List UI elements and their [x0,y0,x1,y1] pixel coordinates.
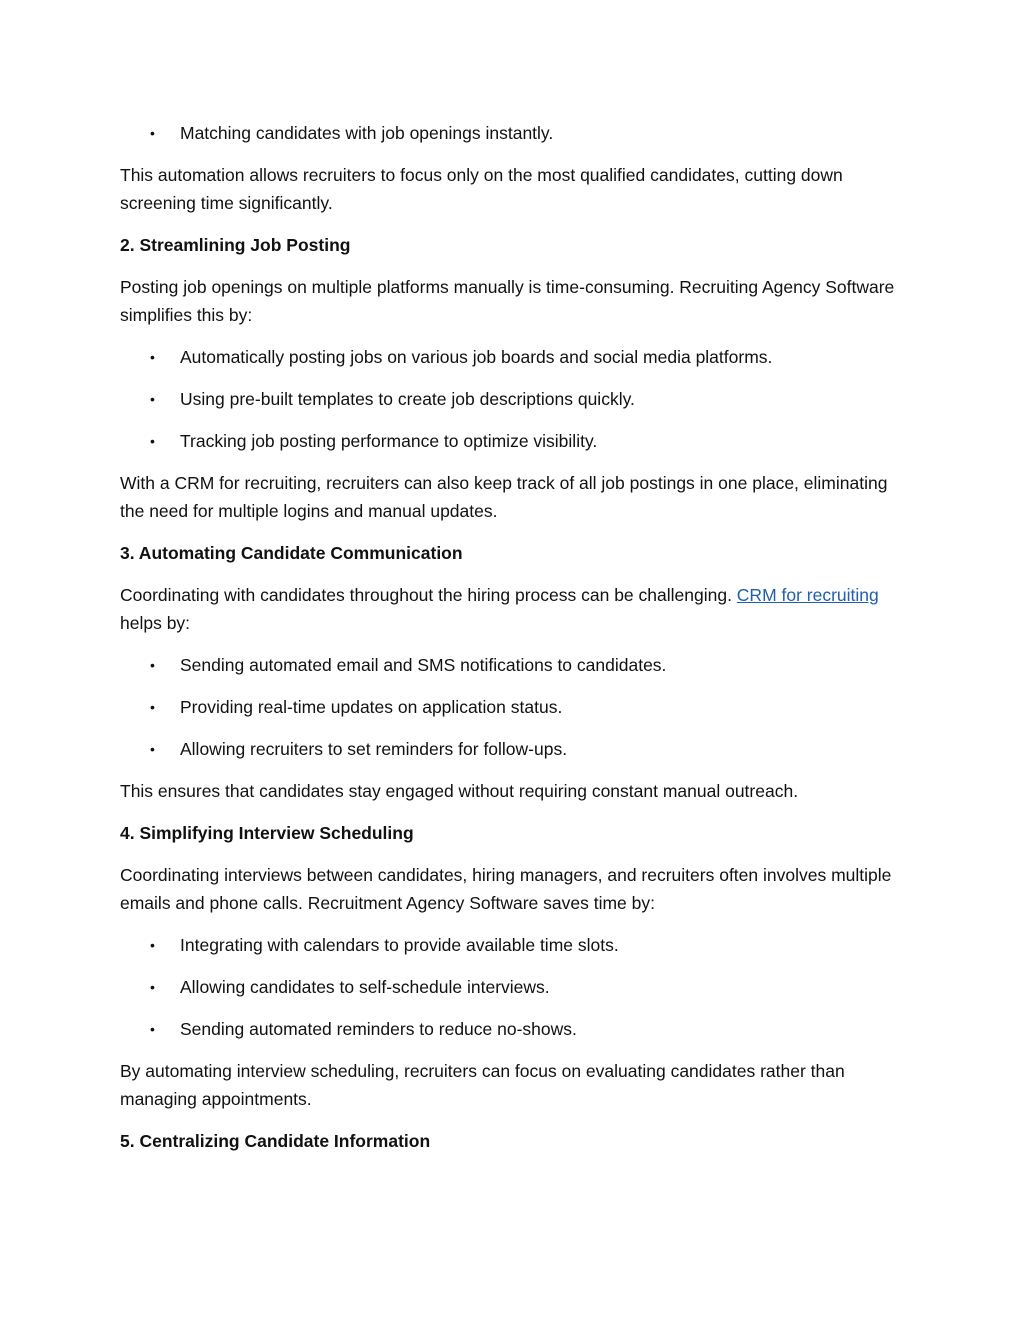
bullet-list-job-posting [120,343,910,455]
bullet-list-matching [120,119,910,147]
bullet-icon: • [150,391,155,407]
bullet-icon: • [150,741,155,757]
list-item: • Using pre-built templates to create job descriptions quickly. [120,385,910,413]
paragraph-crm-tracking: With a CRM for recruiting, recruiters can also keep track of all job postings in one place, eliminating the need for multiple logins and manual updates. [120,473,888,521]
paragraph-scheduling-benefit: By automating interview scheduling, recruiters can focus on evaluating candidates rather than managing appointments. [120,1061,845,1109]
paragraph-automation: This automation allows recruiters to focus only on the most qualified candidates, cutting down screening time significantly. [120,165,843,213]
heading-job-posting: 2. Streamlining Job Posting [120,235,351,255]
heading-candidate-information: 5. Centralizing Candidate Information [120,1131,431,1151]
list-item: • Sending automated reminders to reduce no-shows. [120,1015,910,1043]
paragraph-communication: Coordinating with candidates throughout the hiring process can be challenging. CRM for recruiting helps by: [120,585,879,633]
heading-candidate-communication: 3. Automating Candidate Communication [120,543,463,563]
document-page [120,119,910,1169]
bullet-icon: • [150,125,155,141]
bullet-list-interviews [120,931,910,1043]
bullet-icon: • [150,937,155,953]
bullet-icon: • [150,657,155,673]
list-item: • Allowing candidates to self-schedule interviews. [120,973,910,1001]
bullet-icon: • [150,349,155,365]
heading-interview-scheduling: 4. Simplifying Interview Scheduling [120,823,414,843]
list-item: • Sending automated email and SMS notifications to candidates. [120,651,910,679]
list-item: • Tracking job posting performance to optimize visibility. [120,427,910,455]
paragraph-interviews: Coordinating interviews between candidates, hiring managers, and recruiters often involves multiple emails and phone calls. Recruitment Agency Software saves time by: [120,865,892,913]
list-item: • Automatically posting jobs on various job boards and social media platforms. [120,343,910,371]
paragraph-job-posting: Posting job openings on multiple platforms manually is time-consuming. Recruiting Agency Software simplifies this by: [120,277,895,325]
list-item: • Allowing recruiters to set reminders for follow-ups. [120,735,910,763]
bullet-icon: • [150,699,155,715]
bullet-icon: • [150,433,155,449]
list-item: • Integrating with calendars to provide available time slots. [120,931,910,959]
bullet-icon: • [150,1021,155,1037]
list-item: • Providing real-time updates on application status. [120,693,910,721]
paragraph-engagement: This ensures that candidates stay engaged without requiring constant manual outreach. [120,781,799,801]
bullet-list-communication [120,651,910,763]
crm-for-recruiting-link[interactable]: CRM for recruiting [736,585,879,605]
list-item: • Matching candidates with job openings instantly. [120,119,910,147]
bullet-icon: • [150,979,155,995]
